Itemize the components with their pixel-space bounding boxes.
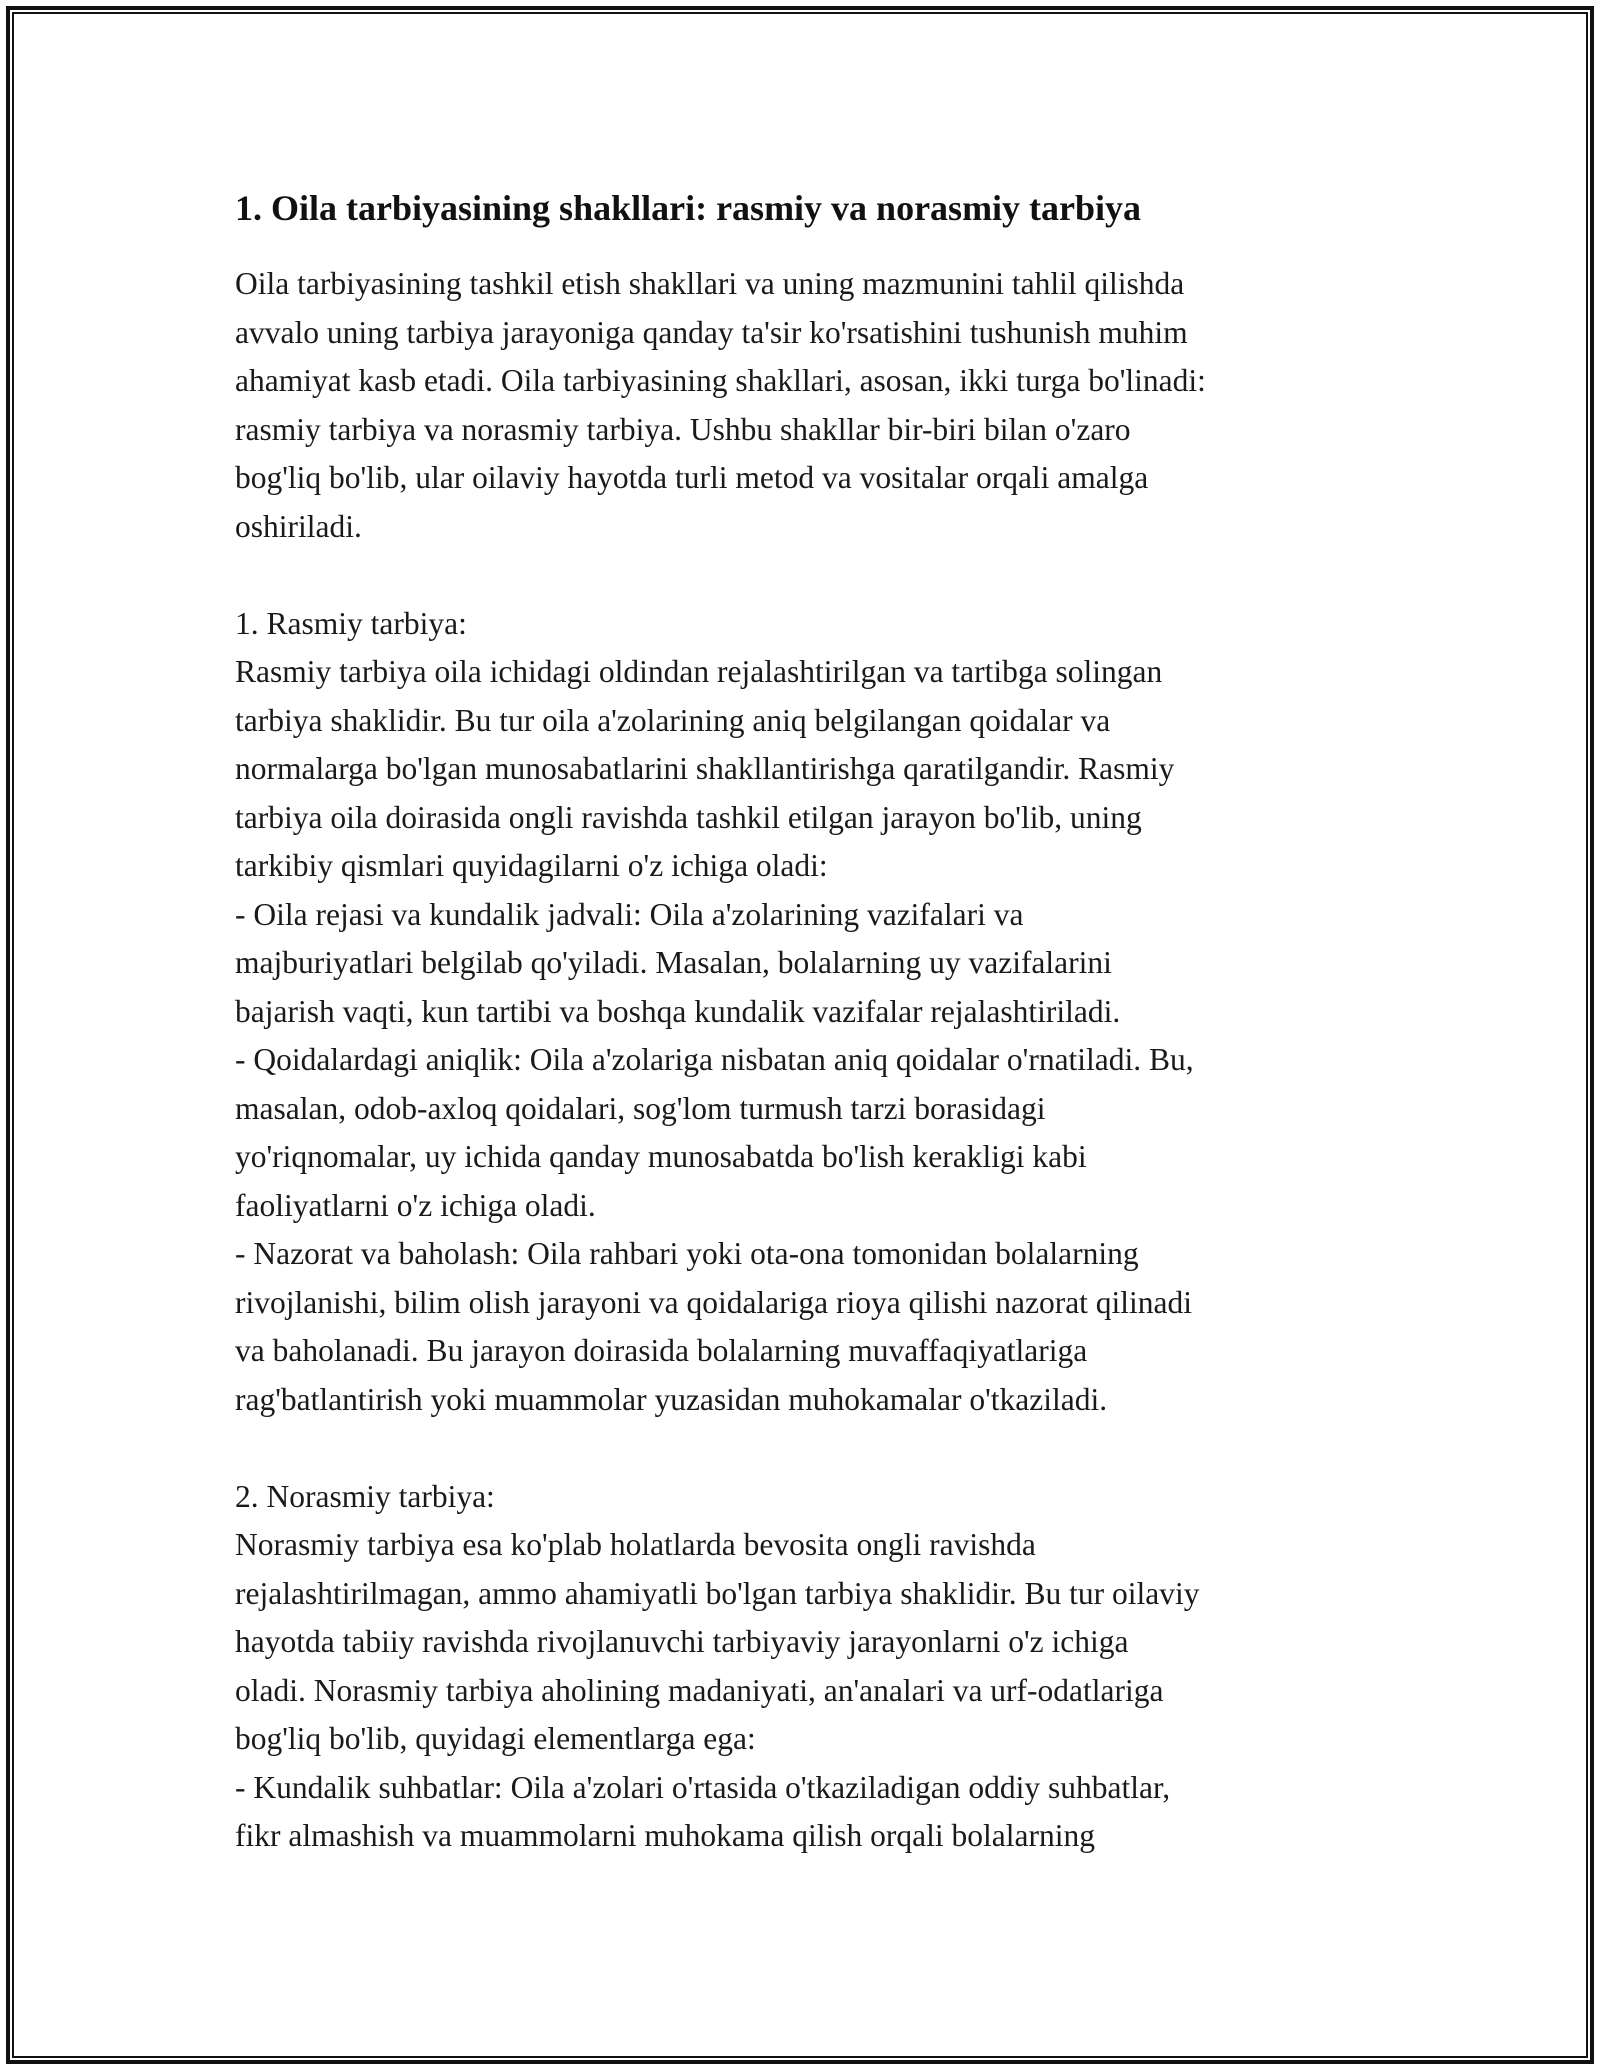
text-line: oladi. Norasmiy tarbiya aholining madaniyati, an'analari va urf-odatlariga	[235, 1672, 1164, 1708]
text-line: yo'riqnomalar, uy ichida qanday munosabatda bo'lish kerakligi kabi	[235, 1139, 1087, 1174]
text-line: faoliyatlarni o'z ichiga oladi.	[235, 1187, 596, 1223]
text-line: tarbiya shaklidir. Bu tur oila a'zolarining aniq belgilangan qoidalar va	[235, 702, 1111, 738]
text-line: ahamiyat kasb etadi. Oila tarbiyasining shakllari, asosan, ikki turga bo'linadi:	[235, 363, 1206, 398]
text-line: 2. Norasmiy tarbiya:	[235, 1478, 495, 1514]
paragraph-gap	[235, 551, 1395, 600]
section-norasmiy-tarbiya	[235, 1473, 1395, 1861]
text-line: majburiyatlari belgilab qo'yiladi. Masalan, bolalarning uy vazifalarini	[235, 945, 1112, 980]
text-line: avvalo uning tarbiya jarayoniga qanday ta'sir ko'rsatishini tushunish muhim	[235, 314, 1188, 350]
text-line: - Oila rejasi va kundalik jadvali: Oila a'zolarining vazifalari va	[235, 896, 1024, 932]
text-line: bajarish vaqti, kun tartibi va boshqa kundalik vazifalar rejalashtiriladi.	[235, 993, 1121, 1029]
text-line: normalarga bo'lgan munosabatlarini shakllantirishga qaratilgandir. Rasmiy	[235, 751, 1175, 786]
text-line: rejalashtirilmagan, ammo ahamiyatli bo'lgan tarbiya shaklidir. Bu tur oilaviy	[235, 1575, 1200, 1611]
text-line: Norasmiy tarbiya esa ko'plab holatlarda bevosita ongli ravishda	[235, 1527, 1036, 1562]
document-body	[235, 186, 1395, 1861]
text-line: hayotda tabiiy ravishda rivojlanuvchi tarbiyaviy jarayonlarni o'z ichiga	[235, 1624, 1129, 1659]
section-rasmiy-tarbiya	[235, 600, 1395, 1425]
text-line: oshiriladi.	[235, 508, 362, 544]
intro-paragraph	[235, 260, 1395, 551]
page-title: 1. Oila tarbiyasining shakllari: rasmiy va norasmiy tarbiya	[235, 188, 1142, 228]
text-line: rivojlanishi, bilim olish jarayoni va qoidalariga rioya qilishi nazorat qilinadi	[235, 1284, 1193, 1320]
text-line: Oila tarbiyasining tashkil etish shakllari va uning mazmunini tahlil qilishda	[235, 266, 1185, 301]
text-line: - Nazorat va baholash: Oila rahbari yoki ota-ona tomonidan bolalarning	[235, 1236, 1139, 1271]
text-line: - Qoidalardagi aniqlik: Oila a'zolariga nisbatan aniq qoidalar o'rnatiladi. Bu,	[235, 1042, 1194, 1077]
paragraph-gap	[235, 1424, 1395, 1473]
text-line: bog'liq bo'lib, quyidagi elementlarga ega:	[235, 1721, 756, 1756]
text-line: rag'batlantirish yoki muammolar yuzasidan muhokamalar o'tkaziladi.	[235, 1381, 1108, 1417]
text-line: rasmiy tarbiya va norasmiy tarbiya. Ushbu shakllar bir-biri bilan o'zaro	[235, 411, 1131, 447]
text-line: tarbiya oila doirasida ongli ravishda tashkil etilgan jarayon bo'lib, uning	[235, 799, 1142, 835]
text-line: tarkibiy qismlari quyidagilarni o'z ichiga oladi:	[235, 848, 828, 883]
text-line: masalan, odob-axloq qoidalari, sog'lom turmush tarzi borasidagi	[235, 1090, 1046, 1126]
text-line: fikr almashish va muammolarni muhokama qilish orqali bolalarning	[235, 1818, 1095, 1853]
text-line: - Kundalik suhbatlar: Oila a'zolari o'rtasida o'tkaziladigan oddiy suhbatlar,	[235, 1769, 1171, 1805]
text-line: va baholanadi. Bu jarayon doirasida bolalarning muvaffaqiyatlariga	[235, 1333, 1088, 1368]
text-line: bog'liq bo'lib, ular oilaviy hayotda turli metod va vositalar orqali amalga	[235, 460, 1149, 495]
text-line: 1. Rasmiy tarbiya:	[235, 605, 467, 641]
text-line: Rasmiy tarbiya oila ichidagi oldindan rejalashtirilgan va tartibga solingan	[235, 654, 1163, 689]
